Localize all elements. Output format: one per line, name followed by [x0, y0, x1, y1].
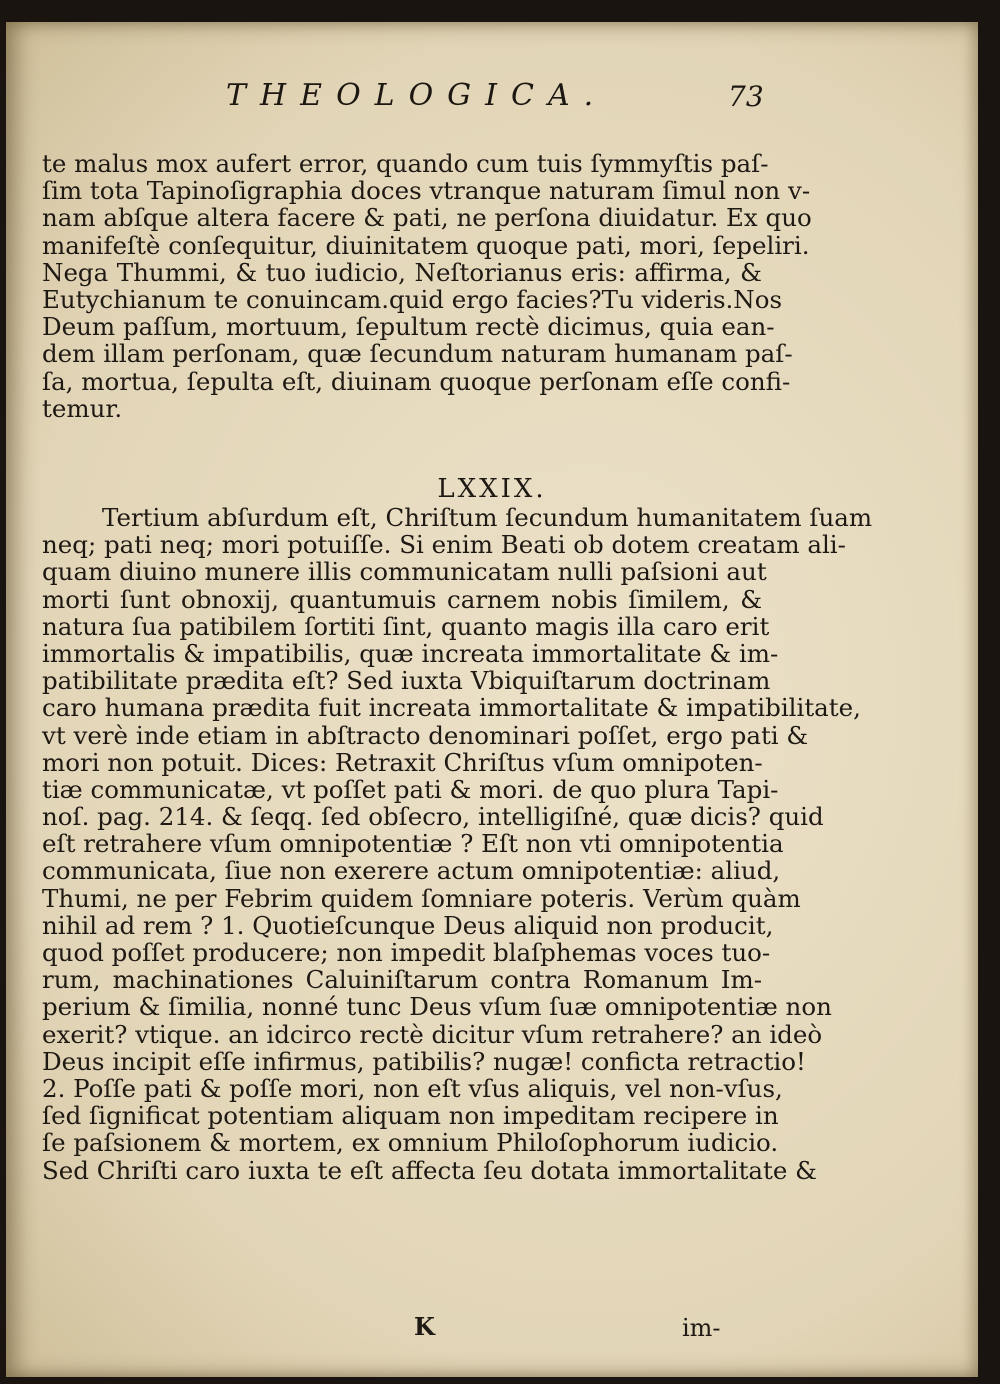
- text-line: vt verè inde etiam in abſtracto denominari poſſet, ergo pati &: [42, 720, 809, 750]
- text-line: ſim tota Tapinoſigraphia doces vtranque naturam ſimul non v-: [42, 176, 811, 206]
- text-line: quam diuino munere illis communicatam nulli paſsioni aut: [42, 557, 767, 587]
- text-line: exerit? vtique. an idcirco rectè dicitur vſum retrahere? an ideò: [42, 1019, 823, 1049]
- text-line: temur.: [42, 393, 123, 423]
- text-line: mori non potuit. Dices: Retraxit Chriſtus vſum omnipoten-: [42, 747, 763, 777]
- text-line: tiæ communicatæ, vt poſſet pati & mori. de quo plura Tapi-: [42, 774, 779, 804]
- text-line: eſt retrahere vſum omnipotentiæ ? Eſt non vti omnipotentia: [42, 829, 784, 859]
- paragraph-2: [42, 503, 873, 1185]
- text-line: Deum paſſum, mortuum, ſepultum rectè dicimus, quia ean-: [42, 312, 775, 342]
- text-line: Eutychianum te conuincam.quid ergo facies?Tu videris.Nos: [42, 284, 783, 314]
- catchword: im-: [682, 1314, 721, 1342]
- running-title: THEOLOGICA.: [226, 78, 608, 113]
- text-line: ſe paſsionem & mortem, ex omnium Philoſophorum iudicio.: [42, 1128, 779, 1158]
- text-line: immortalis & impatibilis, quæ increata immortalitate & im-: [42, 638, 779, 668]
- text-line: morti ſunt obnoxij, quantumuis carnem nobis ſimilem, &: [42, 584, 762, 614]
- text-line: manifeſtè conſequitur, diuinitatem quoque pati, mori, ſepeliri.: [42, 230, 810, 260]
- text-line: noſ. pag. 214. & ſeqq. ſed obſecro, intelligiſné, quæ dicis? quid: [42, 802, 824, 832]
- book-page: [6, 22, 978, 1377]
- text-line: Sed Chriſti caro iuxta te eſt affecta ſeu dotata immortalitate &: [42, 1155, 817, 1185]
- text-line: ſa, mortua, ſepulta eſt, diuinam quoque perſonam eſſe confi-: [42, 366, 791, 396]
- text-line: caro humana prædita fuit increata immortalitate & impatibilitate,: [42, 693, 861, 723]
- page-number: 73: [728, 80, 764, 113]
- section-heading: LXXIX.: [437, 474, 547, 504]
- text-line: Nega Thummi, & tuo iudicio, Neſtorianus eris: affirma, &: [42, 257, 762, 287]
- text-line: rum, machinationes Caluiniſtarum contra Romanum Im-: [42, 965, 762, 995]
- text-line: Thumi, ne per Febrim quidem ſomniare poteris. Verùm quàm: [42, 883, 801, 913]
- text-line: neq; pati neq; mori potuiſſe. Si enim Beati ob dotem creatam ali-: [42, 530, 846, 560]
- text-line: quod poſſet producere; non impedit blaſphemas voces tuo-: [42, 938, 771, 967]
- text-line: 2. Poſſe pati & poſſe mori, non eſt vſus aliquis, vel non-vſus,: [42, 1073, 783, 1103]
- text-line: nam abſque altera facere & pati, ne perſona diuidatur. Ex quo: [42, 203, 812, 233]
- text-line: communicata, ſiue non exerere actum omnipotentiæ: aliud,: [42, 856, 781, 886]
- text-line: perium & ſimilia, nonné tunc Deus vſum ſuæ omnipotentiæ non: [42, 992, 832, 1022]
- text-line: Tertium abſurdum eſt, Chriſtum ſecundum humanitatem ſuam: [102, 503, 873, 532]
- text-line: Deus incipit eſſe infirmus, patibilis? nugæ! confictа retractio!: [42, 1046, 806, 1076]
- text-line: patibilitate prædita eſt? Sed iuxta Vbiquiſtarum doctrinam: [42, 666, 771, 696]
- text-line: nihil ad rem ? 1. Quotieſcunque Deus aliquid non producit,: [42, 910, 774, 940]
- signature-mark: K: [414, 1312, 435, 1341]
- text-line: te malus mox aufert error, quando cum tuis ſymmyſtis paſ-: [42, 149, 769, 178]
- text-line: natura ſua patibilem ſortiti ſint, quanto magis illa caro erit: [42, 611, 770, 641]
- text-line: dem illam perſonam, quæ ſecundum naturam humanam paſ-: [42, 339, 793, 369]
- text-line: ſed ſignificat potentiam aliquam non impeditam recipere in: [42, 1101, 779, 1131]
- paragraph-1: [42, 149, 812, 423]
